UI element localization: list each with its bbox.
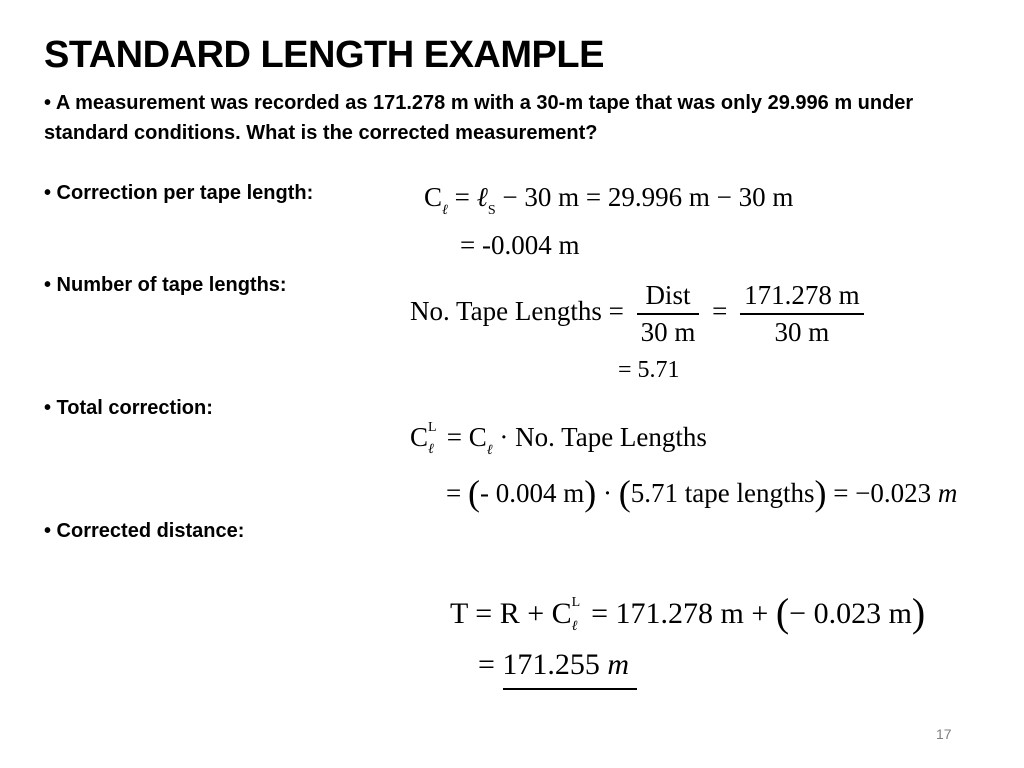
eq3-line2-result: = −0.023 (826, 478, 938, 508)
eq2-frac2-den: 30 m (774, 317, 830, 347)
eq3-line2-value: - 0.004 m (479, 478, 585, 508)
eq3-c: C (410, 422, 429, 452)
eq3-superscript: L (428, 420, 437, 435)
equation-total-correction-result: = (- 0.004 m) · (5.71 tape lengths) = −0.023 m (446, 473, 958, 513)
equation-total-correction (410, 420, 707, 458)
eq1-rest: − 30 m = 29.996 m − 30 m (502, 182, 794, 212)
eq3-subscript: ℓ (428, 442, 434, 457)
eq1-l: ℓ (476, 182, 488, 212)
eq3-rhs-subscript: ℓ (486, 443, 493, 458)
bullet-corrected-distance: • Corrected distance: (44, 520, 245, 542)
eq3-rhs: = C (446, 422, 487, 452)
eq4-lhs: T = R + C (450, 597, 572, 630)
eq2-frac1-num: Dist (637, 282, 700, 315)
eq3-line2-eq: = (446, 478, 468, 508)
bullet-number-of-tapes: • Number of tape lengths: (44, 274, 287, 296)
eq4-result-eq: = (478, 648, 503, 681)
eq3-line2-unit: m (937, 478, 958, 508)
eq4-result-value: 171.255 (502, 648, 608, 681)
eq2-lhs: No. Tape Lengths = (410, 296, 624, 327)
equation-corrected-distance-result (478, 650, 629, 680)
problem-statement: • A measurement was recorded as 171.278 m with a 30-m tape that was only 29.996 m under standard conditions. What is the corrected measurement? (44, 92, 914, 144)
eq1-s-subscript: S (487, 203, 496, 218)
slide-title: STANDARD LENGTH EXAMPLE (44, 34, 604, 76)
eq4-paren-value: − 0.023 m (789, 597, 912, 630)
eq2-equals: = (712, 296, 728, 327)
equation-number-of-tapes-result: = 5.71 (618, 357, 680, 383)
eq2-frac1-den: 30 m (640, 317, 696, 347)
eq4-rest: = 171.278 m + (591, 597, 776, 630)
result-underline (503, 688, 637, 690)
eq1-c-subscript: ℓ (442, 203, 448, 218)
equation-correction-result: = -0.004 m (460, 230, 580, 260)
eq3-rhs-rest: · No. Tape Lengths (492, 422, 707, 452)
page-number: 17 (936, 726, 952, 742)
eq1-c: C (424, 182, 443, 212)
eq4-result-unit: m (607, 648, 630, 681)
eq2-fraction-1 (637, 282, 700, 346)
eq3-line2-tapes: 5.71 tape lengths (630, 478, 815, 508)
bullet-correction-per-tape: • Correction per tape length: (44, 182, 314, 204)
eq2-frac2-num: 171.278 m (740, 282, 864, 315)
equation-correction-per-tape: $C_\ell$ = ℓ$_S$ − 30 m = 29.996 m − 30 m (424, 182, 794, 218)
eq4-superscript: L (571, 595, 581, 610)
bullet-total-correction: • Total correction: (44, 397, 213, 419)
equation-number-of-tapes (410, 282, 870, 346)
eq4-subscript: ℓ (571, 619, 578, 634)
eq3-line2-dot: · (596, 478, 619, 508)
eq2-fraction-2 (740, 282, 864, 346)
equation-corrected-distance: T = R + C L ℓ = 171.278 m + (− 0.023 m) (450, 590, 926, 635)
